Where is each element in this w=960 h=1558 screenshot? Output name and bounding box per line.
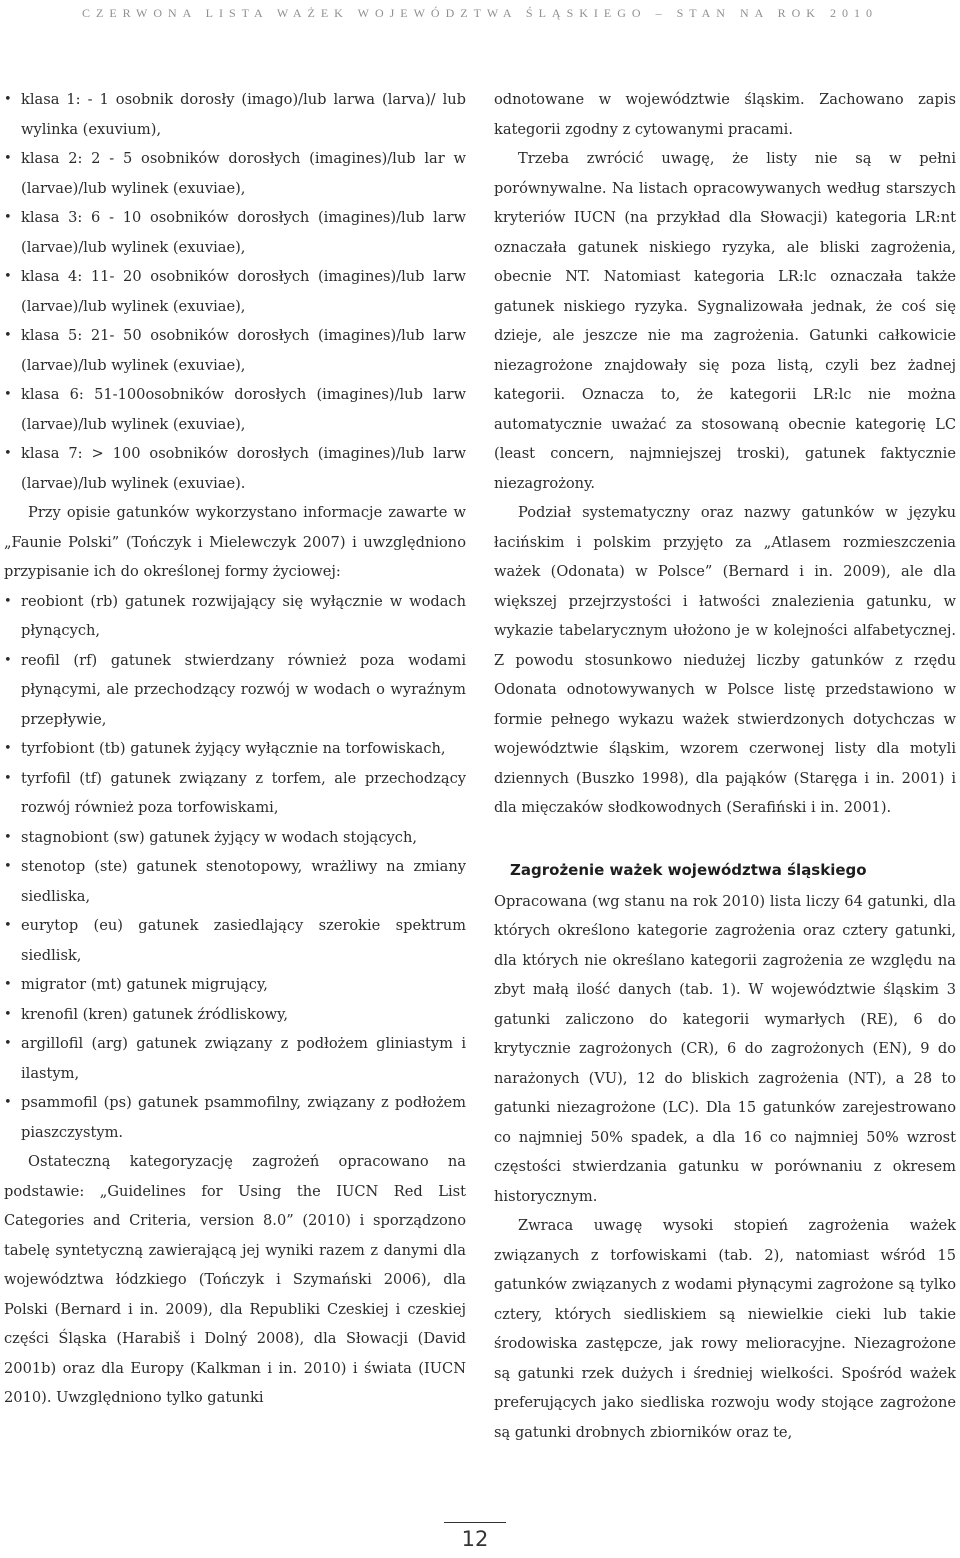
running-header: CZERWONA LISTA WAŻEK WOJEWÓDZTWA ŚLĄSKIEGO – STAN NA ROK 2010 [82,6,878,20]
continuation-paragraph: odnotowane w województwie śląskim. Zachowano zapis kategorii zgodny z cytowanymi pracami. [494,91,956,138]
list-item: • migrator (mt) gatunek migrujący, [4,970,466,1000]
section-heading: Zagrożenie ważek województwa śląskiego [510,860,867,879]
left-column [4,85,466,1413]
list-item: • klasa 2: 2 - 5 osobników dorosłych (imagines)/lub lar w (larvae)/lub wylinek (exuviae), [4,144,466,203]
paragraph: Zwraca uwagę wysoki stopień zagrożenia ważek związanych z torfowiskami (tab. 2), natomiast wśród 15 gatunków związanych z wodami płynącymi zagrożone są tylko cztery, których siedliskiem są niewielkie cieki lub takie środowiska zastępcze, jak rowy melioracyjne. Niezagrożone są gatunki rzek dużych i średniej wielkości. Spośród ważek preferujących jako siedliska rozwoju wody stojące zagrożone są gatunki drobnych zbiorników oraz te, [494,1217,956,1441]
list-item: • stagnobiont (sw) gatunek żyjący w wodach stojących, [4,823,466,853]
list-item: • reofil (rf) gatunek stwierdzany również poza wodami płynącymi, ale przechodzący rozwój w wodach o wyraźnym przepływie, [4,646,466,735]
list-item: • stenotop (ste) gatunek stenotopowy, wrażliwy na zmiany siedliska, [4,852,466,911]
closing-paragraph: Ostateczną kategoryzację zagrożeń opracowano na podstawie: „Guidelines for Using the IUCN Red List Categories and Criteria, version 8.0” (2010) i sporządzono tabelę syntetyczną zawierającą jej wyniki razem z danymi dla województwa łódzkiego (Tończyk i Szymański 2006), dla Polski (Bernard i in. 2009), dla Republiki Czeskiej i czeskiej części Śląska (Harabiš i Dolný 2008), dla Słowacji (David 2001b) oraz dla Europy (Kalkman i in. 2010) i świata (IUCN 2010). Uwzględniono tylko gatunki [4,1153,466,1406]
life-form-list [4,587,466,1148]
paragraph: Opracowana (wg stanu na rok 2010) lista liczy 64 gatunki, dla których określono kategorie zagrożenia oraz cztery gatunki, dla których nie określano kategorii zagrożenia ze względu na zbyt małą ilość danych (tab. 1). W województwie śląskim 3 gatunki zaliczono do kategorii wymarłych (RE), 6 do krytycznie zagrożonych (CR), 6 do zagrożonych (EN), 9 do narażonych (VU), 12 do bliskich zagrożenia (NT), a 28 to gatunki niezagrożone (LC). Dla 15 gatunków zarejestrowano co najmniej 50% spadek, a dla 16 co najmniej 50% wzrost częstości stwierdzania gatunku w porównaniu z okresem historycznym. [494,892,956,1205]
list-item: • tyrfobiont (tb) gatunek żyjący wyłącznie na torfowiskach, [4,734,466,764]
list-item: • argillofil (arg) gatunek związany z podłożem gliniastym i ilastym, [4,1029,466,1088]
list-item: • tyrfofil (tf) gatunek związany z torfem, ale przechodzący rozwój również poza torfowiskami, [4,764,466,823]
class-list [4,85,466,498]
list-item: • klasa 3: 6 - 10 osobników dorosłych (imagines)/lub larw (larvae)/lub wylinek (exuviae), [4,203,466,262]
list-item: • psammofil (ps) gatunek psammofilny, związany z podłożem piaszczystym. [4,1088,466,1147]
intro-paragraph: Przy opisie gatunków wykorzystano informacje zawarte w „Faunie Polski” (Tończyk i Mielewczyk 2007) i uwzględniono przypisanie ich do określonej formy życiowej: [4,504,466,580]
list-item: • eurytop (eu) gatunek zasiedlający szerokie spektrum siedlisk, [4,911,466,970]
list-item: • klasa 7: > 100 osobników dorosłych (imagines)/lub larw (larvae)/lub wylinek (exuviae). [4,439,466,498]
list-item: • klasa 4: 11- 20 osobników dorosłych (imagines)/lub larw (larvae)/lub wylinek (exuviae), [4,262,466,321]
list-item: • krenofil (kren) gatunek źródliskowy, [4,1000,466,1030]
list-item: • klasa 5: 21- 50 osobników dorosłych (imagines)/lub larw (larvae)/lub wylinek (exuviae), [4,321,466,380]
right-column [494,85,956,1447]
paragraph: Podział systematyczny oraz nazwy gatunków w języku łacińskim i polskim przyjęto za „Atlasem rozmieszczenia ważek (Odonata) w Polsce” (Bernard i in. 2009), ale dla większej przejrzystości i łatwości znalezienia gatunku, w wykazie tabelarycznym ułożono je w kolejności alfabetycznej. Z powodu stosunkowo niedużej liczby gatunków z rzędu Odonata odnotowywanych w Polsce listę przedstawiono w formie pełnego wykazu ważek stwierdzonych dotychczas w województwie śląskim, wzorem czerwonej listy dla motyli dziennych (Buszko 1998), dla pająków (Staręga i in. 2001) i dla mięczaków słodkowodnych (Serafiński i in. 2001). [494,504,956,816]
list-item: • reobiont (rb) gatunek rozwijający się wyłącznie w wodach płynących, [4,587,466,646]
paragraph: Trzeba zwrócić uwagę, że listy nie są w pełni porównywalne. Na listach opracowywanych według starszych kryteriów IUCN (na przykład dla Słowacji) kategoria LR:nt oznaczała gatunek niskiego ryzyka, ale bliski zagrożenia, obecnie NT. Natomiast kategoria LR:lc oznaczała także gatunek niskiego ryzyka. Sygnalizowała jednak, że coś się dzieje, ale jeszcze nie ma zagrożenia. Gatunki całkowicie niezagrożone znajdowały się poza listą, czyli bez żadnej kategorii. Oznacza to, że kategorii LR:lc nie można automatycznie uważać za stosowaną obecnie kategorię LC (least concern, najmniejszej troski), gatunek faktycznie niezagrożony. [494,150,956,492]
page-number: 12 [444,1522,506,1551]
list-item: • klasa 6: 51-100osobników dorosłych (imagines)/lub larw (larvae)/lub wylinek (exuviae), [4,380,466,439]
list-item: • klasa 1: - 1 osobnik dorosły (imago)/lub larwa (larva)/ lub wylinka (exuvium), [4,85,466,144]
